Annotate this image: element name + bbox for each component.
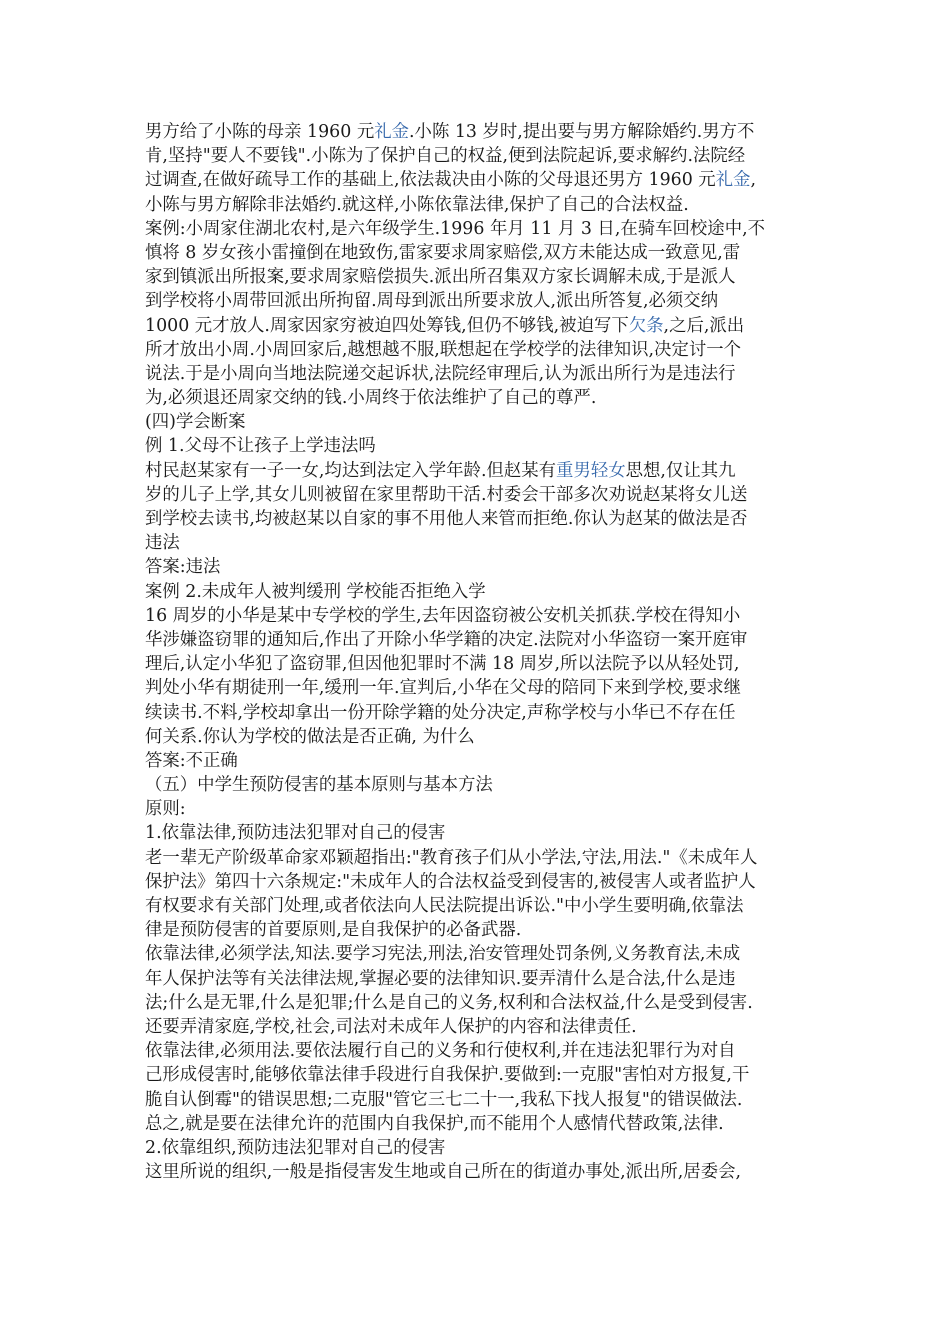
inline-link[interactable]: 礼金 [374,122,410,142]
text-segment: 何关系.你认为学校的做法是否正确, 为什么 [145,726,475,747]
text-line [145,967,815,991]
text-segment: 到学校将小周带回派出所拘留.周母到派出所要求放人,派出所答复,必须交纳 [145,291,719,312]
inline-link[interactable]: 礼金 [715,170,751,191]
text-line [145,459,815,483]
text-segment: 华涉嫌盗窃罪的通知后,作出了开除小华学籍的决定.法院对小华盗窃一案开庭审 [145,629,748,650]
text-line [145,652,815,676]
text-line [145,531,815,555]
text-segment: 有权要求有关部门处理,或者依法向人民法院提出诉讼."中小学生要明确,依靠法 [145,896,744,916]
text-line [145,821,815,845]
text-line [145,701,815,725]
text-segment: 案例:小周家住湖北农村,是六年级学生.1996 年月 11 月 3 日,在骑车回校途中,不 [145,218,766,239]
text-segment: 16 周岁的小华是某中专学校的学生,去年因盗窃被公安机关抓获.学校在得知小 [145,605,741,626]
text-line [145,894,815,918]
text-segment: 理后,认定小华犯了盗窃罪,但因他犯罪时不满 18 周岁,所以法院予以从轻处罚, [145,654,740,675]
text-line [145,555,815,579]
text-segment: 原则: [145,799,186,820]
text-line [145,193,815,217]
text-segment: 己形成侵害时,能够依靠法律手段进行自我保护.要做到:一克服"害怕对方报复,干 [145,1065,750,1086]
text-segment: 总之,就是要在法律允许的范围内自我保护,而不能用个人感情代替政策,法律. [145,1113,724,1134]
text-line [145,314,815,338]
text-line [145,434,815,458]
text-line [145,144,815,168]
text-line [145,507,815,531]
text-line [145,604,815,628]
text-line [145,676,815,700]
text-segment: 依靠法律,必须学法,知法.要学习宪法,刑法,治安管理处罚条例,义务教育法,未成 [145,944,741,965]
text-line [145,410,815,434]
text-segment: 过调查,在做好疏导工作的基础上,依法裁决由小陈的父母退还男方 1960 元 [145,170,716,191]
text-line [145,918,815,942]
text-line [145,120,815,144]
text-segment: 男方给了小陈的母亲 1960 元 [145,122,375,142]
text-line [145,1112,815,1136]
text-line [145,846,815,870]
text-segment: 例 1.父母不让孩子上学违法吗 [145,436,376,457]
text-line [145,628,815,652]
text-line [145,580,815,604]
text-segment: 肯,坚持"要人不要钱".小陈为了保护自己的权益,便到法院起诉,要求解约.法院经 [145,146,746,167]
text-segment: 到学校去读书,均被赵某以自家的事不用他人来管而拒绝.你认为赵某的做法是否 [145,509,748,529]
text-segment: 慎将 8 岁女孩小雷撞倒在地致伤,雷家要求周家赔偿,双方未能达成一致意见,雷 [145,242,741,263]
text-line [145,483,815,507]
text-segment: （五）中学生预防侵害的基本原则与基本方法 [145,775,493,796]
text-segment: 2.依靠组织,预防违法犯罪对自己的侵害 [145,1137,446,1158]
text-line [145,749,815,773]
text-segment: 村民赵某家有一子一女,均达到法定入学年龄.但赵某有 [145,460,557,481]
text-line [145,217,815,241]
text-line [145,168,815,192]
text-segment: 家到镇派出所报案,要求周家赔偿损失.派出所召集双方家长调解未成,于是派人 [145,267,736,288]
text-line [145,338,815,362]
text-line [145,725,815,749]
inline-link[interactable]: 重男轻女 [556,460,626,481]
text-segment: 说法.于是小周向当地法院递交起诉状,法院经审理后,认为派出所行为是违法行 [145,363,736,384]
text-line [145,1088,815,1112]
text-line [145,991,815,1015]
text-line [145,942,815,966]
text-segment: 小陈与男方解除非法婚约.就这样,小陈依靠法律,保护了自己的合法权益. [145,194,689,215]
text-segment: 这里所说的组织,一般是指侵害发生地或自己所在的街道办事处,派出所,居委会, [145,1162,742,1183]
text-line [145,1063,815,1087]
text-line [145,773,815,797]
text-segment: 1000 元才放人.周家因家穷被迫四处筹钱,但仍不够钱,被迫写下 [145,315,629,336]
text-line [145,265,815,289]
text-segment: 续读书.不料,学校却拿出一份开除学籍的处分决定,声称学校与小华已不存在任 [145,702,736,723]
text-segment: 脆自认倒霉"的错误思想;二克服"管它三七二十一,我私下找人报复"的错误做法. [145,1089,743,1110]
text-line [145,1039,815,1063]
document-body [145,120,815,1184]
text-line [145,386,815,410]
text-segment: 案例 2.未成年人被判缓刑 学校能否拒绝入学 [145,581,486,602]
text-segment: 思想,仅让其九 [625,460,736,481]
text-segment: 判处小华有期徒刑一年,缓刑一年.宣判后,小华在父母的陪同下来到学校,要求继 [145,678,742,699]
text-segment: 所才放出小周.小周回家后,越想越不服,联想起在学校学的法律知识,决定讨一个 [145,339,742,360]
text-line [145,362,815,386]
text-segment: 保护法》第四十六条规定:"未成年人的合法权益受到侵害的,被侵害人或者监护人 [145,871,756,892]
text-segment: 答案:不正确 [145,750,238,771]
text-segment: 1.依靠法律,预防违法犯罪对自己的侵害 [145,823,446,844]
text-segment: 法;什么是无罪,什么是犯罪;什么是自己的义务,权利和合法权益,什么是受到侵害. [145,992,753,1013]
text-line [145,1136,815,1160]
text-segment: , [750,170,757,191]
text-segment: (四)学会断案 [145,412,246,433]
text-line [145,241,815,265]
text-segment: 岁的儿子上学,其女儿则被留在家里帮助干活.村委会干部多次劝说赵某将女儿送 [145,484,748,505]
text-line [145,870,815,894]
text-segment: .小陈 13 岁时,提出要与男方解除婚约.男方不 [409,122,755,142]
text-segment: 答案:违法 [145,557,221,578]
text-segment: 年人保护法等有关法律法规,掌握必要的法律知识.要弄清什么是合法,什么是违 [145,968,736,989]
text-segment: ,之后,派出 [663,315,745,336]
text-segment: 还要弄清家庭,学校,社会,司法对未成年人保护的内容和法律责任. [145,1016,637,1037]
text-line [145,289,815,313]
text-segment: 律是预防侵害的首要原则,是自我保护的必备武器. [145,920,522,941]
text-segment: 为,必须退还周家交纳的钱.小周终于依法维护了自己的尊严. [145,388,597,409]
text-line [145,797,815,821]
inline-link[interactable]: 欠条 [628,315,664,336]
text-line [145,1015,815,1039]
text-segment: 老一辈无产阶级革命家邓颖超指出:"教育孩子们从小学法,守法,用法."《未成年人 [145,847,758,868]
text-segment: 依靠法律,必须用法.要依法履行自己的义务和行使权利,并在违法犯罪行为对自 [145,1041,736,1062]
text-line [145,1160,815,1184]
text-segment: 违法 [145,533,180,554]
